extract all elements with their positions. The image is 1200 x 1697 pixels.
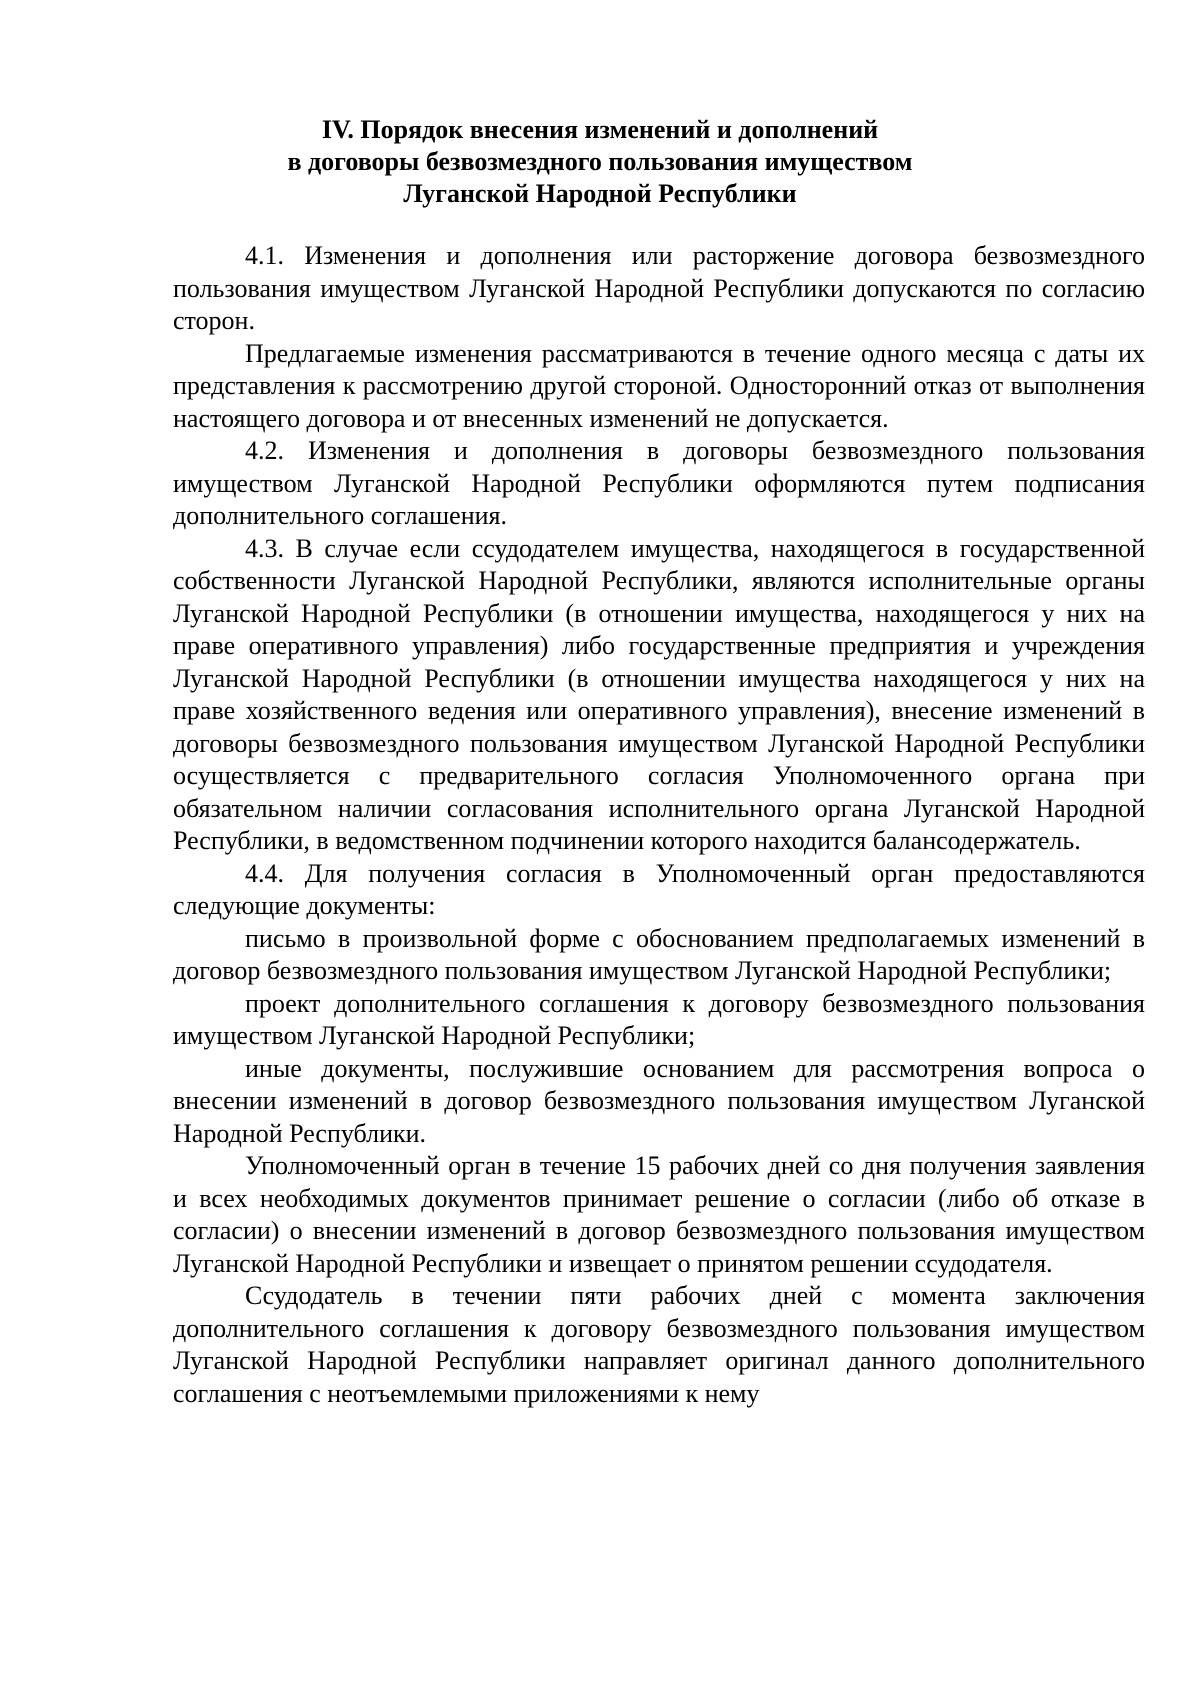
paragraph-4-3: 4.3. В случае если ссудодателем имущества, находящегося в государственной собственности Луганской Народной Республики, являются исполнительные органы Луганской Народной Республики (в отношении имущества, находящегося у них на праве оперативного управления) либо государственные предприятия и учреждения Луганской Народной Республики (в отношении имущества находящегося у них на праве хозяйственного ведения или оперативного управления), внесение изменений в договоры безвозмездного пользования имуществом Луганской Народной Республики осуществляется с предварительного согласия Уполномоченного органа при обязательном наличии согласования исполнительного органа Луганской Народной Республики, в ведомственном подчинении которого находится балансодержатель. [173, 533, 1145, 855]
list-item-draft-agreement: проект дополнительного соглашения к договору безвозмездного пользования имуществом Луганской Народной Республики; [173, 988, 1145, 1050]
list-item-other-documents: иные документы, послужившие основанием для рассмотрения вопроса о внесении изменений в договор безвозмездного пользования имуществом Луганской Народной Республики. [173, 1053, 1145, 1148]
document-body [173, 240, 1145, 1410]
list-item-letter: письмо в произвольной форме с обоснованием предполагаемых изменений в договор безвозмездного пользования имуществом Луганской Народной Республики; [173, 923, 1145, 985]
paragraph-4-4: 4.4. Для получения согласия в Уполномоченный орган предоставляются следующие документы: [173, 858, 1145, 920]
paragraph-lender-obligation: Ссудодатель в течении пяти рабочих дней с момента заключения дополнительного соглашения к договору безвозмездного пользования имуществом Луганской Народной Республики направляет оригинал данного дополнительного соглашения с неотъемлемыми приложениями к нему [173, 1281, 1145, 1408]
heading-line-1: IV. Порядок внесения изменений и дополнений [321, 115, 879, 144]
paragraph-4-2: 4.2. Изменения и дополнения в договоры безвозмездного пользования имуществом Луганской Народной Республики оформляются путем подписания дополнительного соглашения. [173, 436, 1145, 530]
heading-line-2: в договоры безвозмездного пользования имуществом [287, 147, 913, 176]
paragraph-proposed-changes: Предлагаемые изменения рассматриваются в течение одного месяца с даты их представления к рассмотрению другой стороной. Односторонний отказ от выполнения настоящего договора и от внесенных изменений не допускается. [173, 338, 1145, 433]
paragraph-authority-decision: Уполномоченный орган в течение 15 рабочих дней со дня получения заявления и всех необходимых документов принимает решение о согласии (либо об отказе в согласии) о внесении изменений в договор безвозмездного пользования имуществом Луганской Народной Республики и извещает о принятом решении ссудодателя. [173, 1151, 1145, 1278]
heading-line-3: Луганской Народной Республики [403, 179, 797, 208]
section-heading [0, 114, 1200, 210]
paragraph-4-1: 4.1. Изменения и дополнения или расторжение договора безвозмездного пользования имуществом Луганской Народной Республики допускаются по согласию сторон. [173, 241, 1145, 335]
